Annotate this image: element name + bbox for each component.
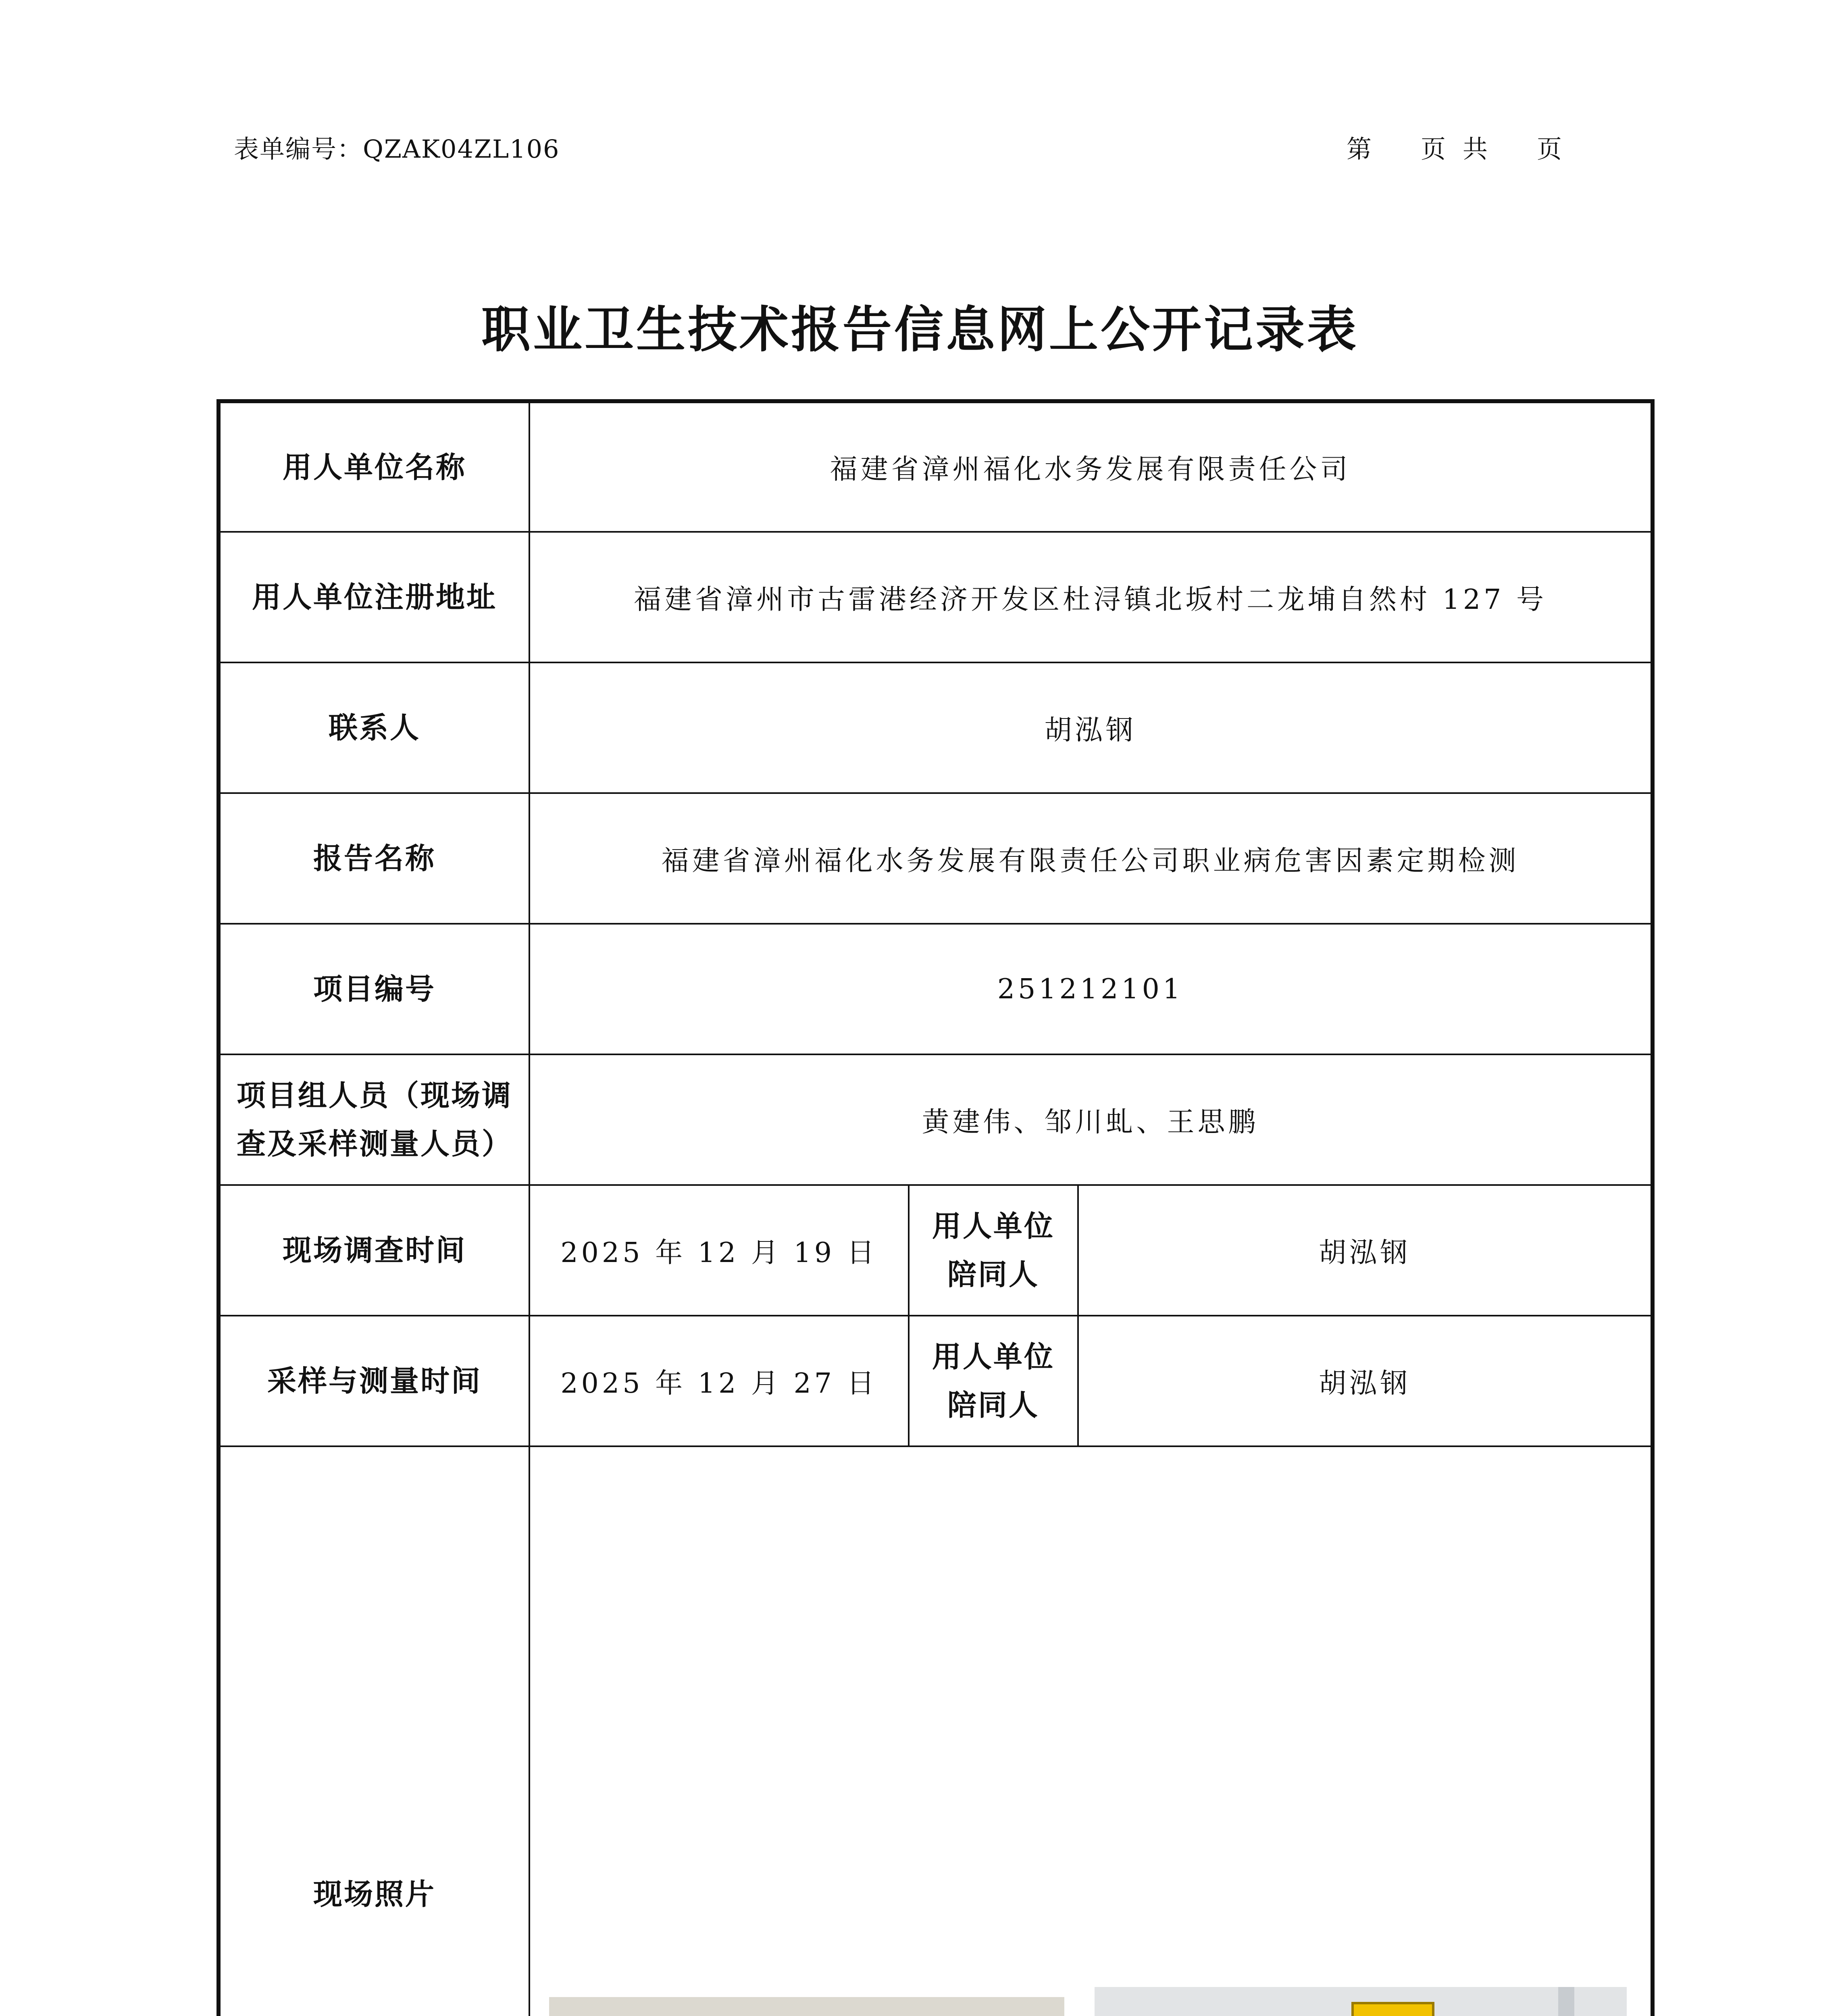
page-di: 第 bbox=[1347, 134, 1373, 164]
table-row bbox=[219, 1446, 1653, 2016]
survey-escort-label: 用人单位陪同人 bbox=[909, 1185, 1078, 1316]
team-members: 黄建伟、邹川虬、王思鹏 bbox=[529, 1054, 1653, 1185]
survey-time: 2025 年 12 月 19 日 bbox=[529, 1185, 909, 1316]
air-sampler-photo-icon bbox=[549, 1997, 1064, 2016]
page-gong: 共 bbox=[1463, 134, 1489, 164]
record-table bbox=[216, 399, 1655, 2016]
photos-cell bbox=[529, 1446, 1653, 2016]
report-name-label: 报告名称 bbox=[219, 793, 529, 924]
page-title: 职业卫生技术报告信息网上公开记录表 bbox=[481, 301, 1359, 358]
page-ye2: 页 bbox=[1537, 134, 1563, 164]
page-counter bbox=[1347, 129, 1563, 165]
table-row bbox=[219, 1185, 1653, 1316]
form-number-label: 表单编号： bbox=[234, 134, 363, 164]
table-row bbox=[219, 924, 1653, 1054]
table-row bbox=[219, 793, 1653, 924]
report-name: 福建省漳州福化水务发展有限责任公司职业病危害因素定期检测 bbox=[529, 793, 1653, 924]
sound-meter-photo-icon bbox=[1095, 1987, 1627, 2016]
table-row bbox=[219, 1316, 1653, 1446]
project-no: 251212101 bbox=[529, 924, 1653, 1054]
address: 福建省漳州市古雷港经济开发区杜浔镇北坂村二龙埔自然村 127 号 bbox=[529, 532, 1653, 662]
sound-meter-photo bbox=[1095, 1987, 1627, 2016]
team-label: 项目组人员（现场调查及采样测量人员） bbox=[219, 1054, 529, 1185]
form-number bbox=[234, 129, 560, 165]
form-number-value: QZAK04ZL106 bbox=[363, 134, 560, 164]
photos-label: 现场照片 bbox=[219, 1446, 529, 2016]
air-sampler-photo bbox=[549, 1997, 1064, 2016]
survey-escort: 胡泓钢 bbox=[1078, 1185, 1653, 1316]
sampling-time-label: 采样与测量时间 bbox=[219, 1316, 529, 1446]
table-row bbox=[219, 532, 1653, 662]
page-ye: 页 bbox=[1421, 134, 1447, 164]
table-row bbox=[219, 662, 1653, 793]
employer-name-label: 用人单位名称 bbox=[219, 401, 529, 532]
survey-time-label: 现场调查时间 bbox=[219, 1185, 529, 1316]
sampling-time: 2025 年 12 月 27 日 bbox=[529, 1316, 909, 1446]
project-no-label: 项目编号 bbox=[219, 924, 529, 1054]
table-row bbox=[219, 401, 1653, 532]
employer-name: 福建省漳州福化水务发展有限责任公司 bbox=[529, 401, 1653, 532]
contact-label: 联系人 bbox=[219, 662, 529, 793]
address-label: 用人单位注册地址 bbox=[219, 532, 529, 662]
sampling-escort-label: 用人单位陪同人 bbox=[909, 1316, 1078, 1446]
sampling-escort: 胡泓钢 bbox=[1078, 1316, 1653, 1446]
contact: 胡泓钢 bbox=[529, 662, 1653, 793]
table-row bbox=[219, 1054, 1653, 1185]
